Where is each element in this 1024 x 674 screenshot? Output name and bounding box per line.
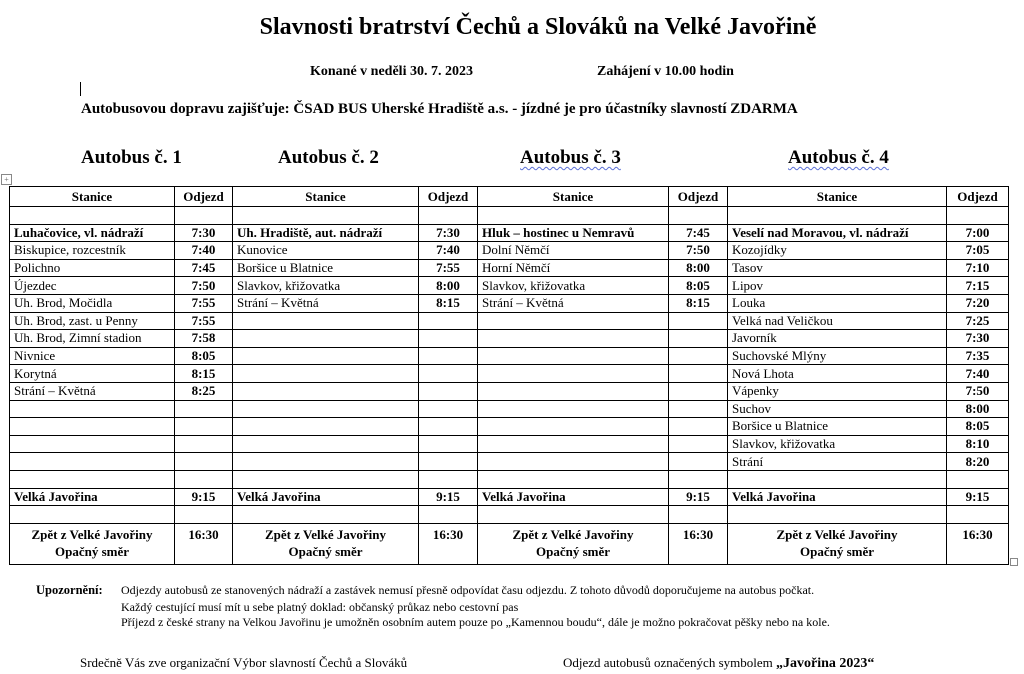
departure-cell — [175, 400, 233, 418]
departure-cell — [419, 418, 478, 436]
departure-cell — [419, 330, 478, 348]
table-row — [10, 400, 1009, 418]
table-row — [10, 347, 1009, 365]
departure-cell: 8:00 — [419, 277, 478, 295]
station-cell: Strání — [728, 453, 947, 471]
departure-cell: 7:30 — [947, 330, 1009, 348]
departure-cell — [419, 312, 478, 330]
notice-line-3: Příjezd z české strany na Velkou Javořinu je umožněn osobním autem pouze po „Kamennou boudu“, dále je možno pokračovat pěšky nebo na kole. — [121, 615, 830, 629]
return-time-cell: 16:30 — [419, 523, 478, 564]
departure-cell: 7:20 — [947, 294, 1009, 312]
departure-cell: 7:10 — [947, 259, 1009, 277]
return-direction: Opačný směr — [535, 543, 611, 559]
table-row — [10, 294, 1009, 312]
station-cell — [478, 470, 669, 488]
departure-cell: 8:10 — [947, 435, 1009, 453]
departure-cell: 7:00 — [947, 224, 1009, 242]
departure-cell: 8:15 — [175, 365, 233, 383]
departure-cell: 8:00 — [947, 400, 1009, 418]
departure-cell: 7:50 — [947, 382, 1009, 400]
departure-cell — [669, 312, 728, 330]
departure-cell: 8:25 — [175, 382, 233, 400]
departure-cell: 7:55 — [175, 294, 233, 312]
station-cell — [233, 347, 419, 365]
departure-cell: 7:15 — [947, 277, 1009, 295]
station-cell: Javorník — [728, 330, 947, 348]
departure-cell: 7:40 — [947, 365, 1009, 383]
departure-cell — [669, 365, 728, 383]
departure-cell — [947, 207, 1009, 225]
station-cell — [478, 365, 669, 383]
departure-cell — [175, 470, 233, 488]
departure-cell: 9:15 — [419, 488, 478, 506]
station-cell — [728, 207, 947, 225]
table-header-row — [10, 187, 1009, 207]
station-cell: Louka — [728, 294, 947, 312]
table-row — [10, 242, 1009, 260]
departure-cell — [669, 347, 728, 365]
table-row — [10, 488, 1009, 506]
notice-line-1: Odjezdy autobusů ze stanovených nádraží a zastávek nemusí přesně odpovídat času odjezdu. Z tohoto důvodů doporučujeme na autobus počkat. — [121, 583, 815, 597]
invitation-text: Srdečně Vás zve organizační Výbor slavností Čechů a Slováků — [80, 655, 408, 670]
station-cell — [10, 435, 175, 453]
station-cell — [478, 453, 669, 471]
departure-cell: 7:40 — [175, 242, 233, 260]
station-cell: Hluk – hostinec u Nemravů — [478, 224, 669, 242]
station-cell — [728, 470, 947, 488]
table-move-handle-icon[interactable]: + — [1, 174, 12, 185]
table-row — [10, 382, 1009, 400]
bus-schedule-table — [9, 186, 1009, 565]
station-cell: Boršice u Blatnice — [728, 418, 947, 436]
station-cell — [478, 382, 669, 400]
event-start: Zahájení v 10.00 hodin — [597, 64, 734, 79]
departure-cell — [175, 418, 233, 436]
departure-cell: 9:15 — [669, 488, 728, 506]
station-cell — [478, 330, 669, 348]
departure-cell: 8:20 — [947, 453, 1009, 471]
departure-cell: 8:00 — [669, 259, 728, 277]
departure-cell — [669, 382, 728, 400]
departure-cell — [175, 506, 233, 524]
column-header: Stanice — [478, 187, 669, 207]
departure-cell: 7:58 — [175, 330, 233, 348]
station-cell — [478, 312, 669, 330]
station-cell — [233, 470, 419, 488]
departure-cell — [175, 207, 233, 225]
departure-cell — [947, 506, 1009, 524]
return-direction: Opačný směr — [799, 543, 875, 559]
station-cell — [478, 435, 669, 453]
departure-cell: 8:05 — [947, 418, 1009, 436]
departure-cell — [419, 365, 478, 383]
station-cell — [10, 207, 175, 225]
departure-cell — [419, 347, 478, 365]
return-label: Zpět z Velké Javořiny — [265, 526, 386, 542]
station-cell — [233, 330, 419, 348]
station-cell: Uh. Brod, Zimní stadion — [10, 330, 175, 348]
departure-cell: 7:50 — [669, 242, 728, 260]
departure-cell — [419, 470, 478, 488]
table-resize-handle-icon[interactable] — [1010, 558, 1018, 566]
column-header: Odjezd — [947, 187, 1009, 207]
notice-label: Upozornění: — [36, 583, 103, 597]
departure-cell: 7:45 — [669, 224, 728, 242]
station-cell: Nová Lhota — [728, 365, 947, 383]
station-cell: Veselí nad Moravou, vl. nádraží — [728, 224, 947, 242]
departure-cell: 7:55 — [175, 312, 233, 330]
departure-cell — [175, 453, 233, 471]
table-row — [10, 365, 1009, 383]
notice-line-2: Každý cestující musí mít u sebe platný doklad: občanský průkaz nebo cestovní pas — [121, 600, 519, 614]
station-cell — [728, 506, 947, 524]
bus-2-heading: Autobus č. 2 — [278, 147, 379, 168]
table-row — [10, 224, 1009, 242]
station-cell: Horní Němčí — [478, 259, 669, 277]
station-cell — [233, 435, 419, 453]
departure-cell: 7:30 — [419, 224, 478, 242]
station-cell: Korytná — [10, 365, 175, 383]
return-direction: Opačný směr — [54, 543, 130, 559]
station-cell — [233, 382, 419, 400]
departure-cell — [419, 453, 478, 471]
station-cell: Slavkov, křižovatka — [233, 277, 419, 295]
bus-symbol: „Javořina 2023“ — [776, 656, 875, 671]
departure-cell: 8:15 — [669, 294, 728, 312]
return-label: Zpět z Velké Javořiny — [776, 526, 898, 542]
departure-cell: 7:30 — [175, 224, 233, 242]
station-cell — [233, 365, 419, 383]
column-header: Stanice — [233, 187, 419, 207]
station-cell: Dolní Němčí — [478, 242, 669, 260]
station-cell: Nivnice — [10, 347, 175, 365]
column-header: Odjezd — [419, 187, 478, 207]
departure-cell — [669, 207, 728, 225]
return-label: Zpět z Velké Javořiny — [512, 526, 634, 542]
station-cell: Uh. Brod, Močidla — [10, 294, 175, 312]
station-cell — [10, 453, 175, 471]
departure-cell — [669, 330, 728, 348]
station-cell: Újezdec — [10, 277, 175, 295]
station-cell: Suchovské Mlýny — [728, 347, 947, 365]
return-row — [10, 523, 1009, 564]
station-cell: Slavkov, křižovatka — [728, 435, 947, 453]
station-cell — [10, 470, 175, 488]
departure-cell — [947, 470, 1009, 488]
station-cell: Uh. Brod, zast. u Penny — [10, 312, 175, 330]
station-cell: Velká nad Veličkou — [728, 312, 947, 330]
station-cell — [233, 506, 419, 524]
station-cell — [233, 312, 419, 330]
event-date: Konané v neděli 30. 7. 2023 — [310, 64, 473, 79]
station-cell: Kunovice — [233, 242, 419, 260]
station-cell: Strání – Květná — [10, 382, 175, 400]
return-time-cell: 16:30 — [669, 523, 728, 564]
table-row — [10, 453, 1009, 471]
station-cell — [10, 506, 175, 524]
bus-symbol-note — [563, 655, 874, 672]
departure-cell — [669, 506, 728, 524]
station-cell — [233, 400, 419, 418]
departure-cell: 7:55 — [419, 259, 478, 277]
station-cell: Biskupice, rozcestník — [10, 242, 175, 260]
departure-cell — [669, 470, 728, 488]
station-cell — [478, 207, 669, 225]
station-cell — [478, 400, 669, 418]
return-direction: Opačný směr — [288, 543, 363, 559]
departure-cell: 7:45 — [175, 259, 233, 277]
return-time-cell: 16:30 — [947, 523, 1009, 564]
station-cell — [10, 418, 175, 436]
station-cell: Velká Javořina — [728, 488, 947, 506]
departure-cell: 7:05 — [947, 242, 1009, 260]
return-label: Zpět z Velké Javořiny — [31, 526, 153, 542]
table-row — [10, 506, 1009, 524]
departure-cell: 8:05 — [175, 347, 233, 365]
table-row — [10, 330, 1009, 348]
departure-cell — [419, 382, 478, 400]
departure-cell — [669, 400, 728, 418]
station-cell: Velká Javořina — [233, 488, 419, 506]
return-station-cell — [478, 523, 669, 564]
departure-cell — [419, 435, 478, 453]
station-cell — [233, 207, 419, 225]
return-station-cell — [10, 523, 175, 564]
departure-cell: 9:15 — [175, 488, 233, 506]
departure-cell — [175, 435, 233, 453]
departure-cell: 7:40 — [419, 242, 478, 260]
station-cell: Kozojídky — [728, 242, 947, 260]
departure-cell: 7:25 — [947, 312, 1009, 330]
station-cell — [478, 418, 669, 436]
table-row — [10, 259, 1009, 277]
station-cell: Velká Javořina — [10, 488, 175, 506]
bus-3-heading: Autobus č. 3 — [520, 147, 621, 168]
station-cell — [10, 400, 175, 418]
column-header: Odjezd — [669, 187, 728, 207]
departure-cell — [419, 400, 478, 418]
station-cell: Lipov — [728, 277, 947, 295]
departure-cell — [669, 453, 728, 471]
departure-cell: 9:15 — [947, 488, 1009, 506]
table-row — [10, 277, 1009, 295]
table-row — [10, 312, 1009, 330]
table-row — [10, 435, 1009, 453]
departure-cell — [419, 506, 478, 524]
column-header: Odjezd — [175, 187, 233, 207]
departure-cell: 7:35 — [947, 347, 1009, 365]
text-cursor — [80, 82, 81, 96]
station-cell: Polichno — [10, 259, 175, 277]
bus-1-heading: Autobus č. 1 — [81, 147, 182, 168]
station-cell — [478, 347, 669, 365]
station-cell: Strání – Květná — [478, 294, 669, 312]
return-time-cell: 16:30 — [175, 523, 233, 564]
departure-cell: 7:50 — [175, 277, 233, 295]
return-station-cell — [233, 523, 419, 564]
return-station-cell — [728, 523, 947, 564]
station-cell: Boršice u Blatnice — [233, 259, 419, 277]
table-row — [10, 207, 1009, 225]
station-cell — [233, 453, 419, 471]
departure-cell — [669, 418, 728, 436]
bus-4-heading: Autobus č. 4 — [788, 147, 889, 168]
station-cell: Velká Javořina — [478, 488, 669, 506]
station-cell — [478, 506, 669, 524]
table-row — [10, 418, 1009, 436]
page-title: Slavnosti bratrství Čechů a Slováků na Velké Javořině — [259, 14, 817, 40]
departure-cell: 8:05 — [669, 277, 728, 295]
bus-symbol-note-text: Odjezd autobusů označených symbolem — [563, 655, 773, 670]
station-cell: Vápenky — [728, 382, 947, 400]
table-row — [10, 470, 1009, 488]
column-header: Stanice — [728, 187, 947, 207]
departure-cell — [669, 435, 728, 453]
station-cell: Tasov — [728, 259, 947, 277]
station-cell: Slavkov, křižovatka — [478, 277, 669, 295]
departure-cell — [419, 207, 478, 225]
station-cell: Luhačovice, vl. nádraží — [10, 224, 175, 242]
column-header: Stanice — [10, 187, 175, 207]
departure-cell: 8:15 — [419, 294, 478, 312]
station-cell: Strání – Květná — [233, 294, 419, 312]
transport-info: Autobusovou dopravu zajišťuje: ČSAD BUS Uherské Hradiště a.s. - jízdné je pro účastníky slavností ZDARMA — [81, 101, 798, 117]
station-cell: Uh. Hradiště, aut. nádraží — [233, 224, 419, 242]
station-cell: Suchov — [728, 400, 947, 418]
station-cell — [233, 418, 419, 436]
